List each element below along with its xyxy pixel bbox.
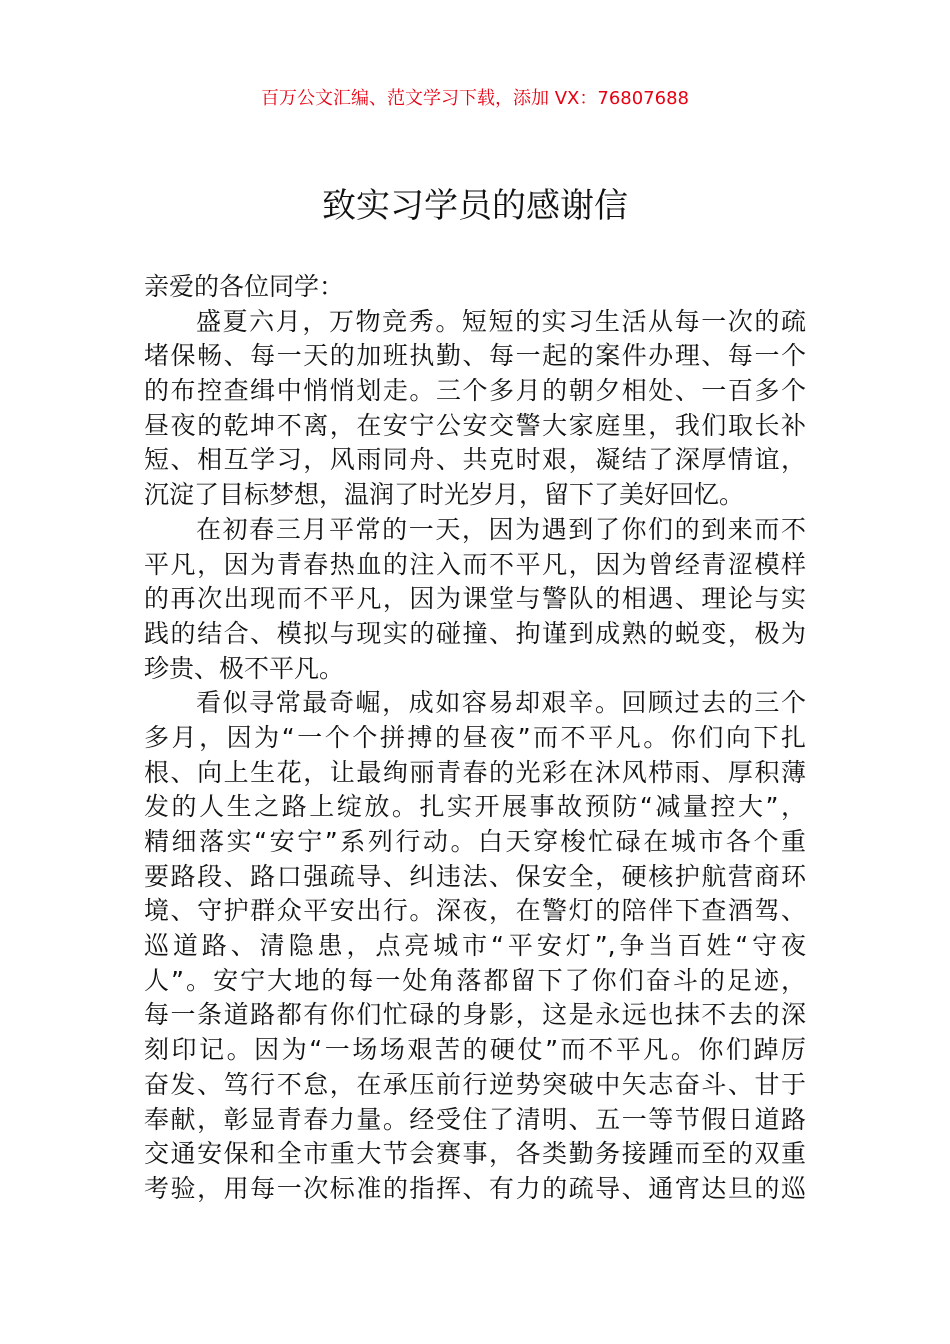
paragraph-line: 盛夏六月，万物竞秀。短短的实习生活从每一次的疏: [196, 306, 806, 336]
paragraph-line: 的再次出现而不平凡，因为课堂与警队的相遇、理论与实: [144, 584, 806, 614]
paragraph-line: 每一条道路都有你们忙碌的身影，这是永远也抹不去的深: [144, 1000, 806, 1030]
paragraph-line: 昼夜的乾坤不离，在安宁公安交警大家庭里，我们取长补: [144, 410, 806, 440]
paragraph-line: 的布控查缉中悄悄划走。三个多月的朝夕相处、一百多个: [144, 376, 806, 406]
paragraph-line: 根、向上生花，让最绚丽青春的光彩在沐风栉雨、厚积薄: [144, 757, 806, 787]
paragraph-line: 践的结合、模拟与现实的碰撞、拘谨到成熟的蜕变，极为: [144, 618, 806, 648]
paragraph-line: 看似寻常最奇崛，成如容易却艰辛。回顾过去的三个: [196, 688, 806, 718]
paragraph-line: 奋发、笃行不怠，在承压前行逆势突破中矢志奋斗、甘于: [144, 1069, 806, 1099]
salutation: 亲爱的各位同学：: [144, 272, 345, 301]
paragraph-line: 境、守护群众平安出行。深夜，在警灯的陪伴下查酒驾、: [144, 896, 806, 926]
paragraph-line: 巡道路、清隐患，点亮城市“平安灯”,争当百姓“守夜: [144, 931, 806, 961]
document-title: 致实习学员的感谢信: [322, 186, 628, 226]
paragraph-line: 考验，用每一次标准的指挥、有力的疏导、通宵达旦的巡: [144, 1173, 806, 1203]
paragraph-line: 短、相互学习，风雨同舟、共克时艰，凝结了深厚情谊，: [144, 445, 806, 475]
paragraph-line: 在初春三月平常的一天，因为遇到了你们的到来而不: [196, 514, 806, 544]
watermark-header: 百万公文汇编、范文学习下载，添加 VX：76807688: [261, 88, 689, 109]
paragraph-line: 珍贵、极不平凡。: [144, 653, 345, 683]
document-body: [144, 270, 806, 1207]
paragraph-line: 交通安保和全市重大节会赛事，各类勤务接踵而至的双重: [144, 1139, 806, 1169]
paragraph-line: 平凡，因为青春热血的注入而不平凡，因为曾经青涩模样: [144, 549, 806, 579]
paragraph-line: 刻印记。因为“一场场艰苦的硬仗”而不平凡。你们踔厉: [144, 1035, 806, 1065]
paragraph-line: 人”。安宁大地的每一处角落都留下了你们奋斗的足迹，: [144, 965, 806, 995]
paragraph-line: 要路段、路口强疏导、纠违法、保安全，硬核护航营商环: [144, 861, 806, 891]
paragraph-line: 奉献，彰显青春力量。经受住了清明、五一等节假日道路: [144, 1104, 806, 1134]
paragraph-line: 发的人生之路上绽放。扎实开展事故预防“减量控大”，: [144, 792, 806, 822]
paragraph-line: 多月，因为“一个个拼搏的昼夜”而不平凡。你们向下扎: [144, 722, 806, 752]
paragraph-line: 沉淀了目标梦想，温润了时光岁月，留下了美好回忆。: [144, 480, 745, 510]
paragraph-line: 堵保畅、每一天的加班执勤、每一起的案件办理、每一个: [144, 341, 806, 371]
paragraph-line: 精细落实“安宁”系列行动。白天穿梭忙碌在城市各个重: [144, 827, 806, 856]
